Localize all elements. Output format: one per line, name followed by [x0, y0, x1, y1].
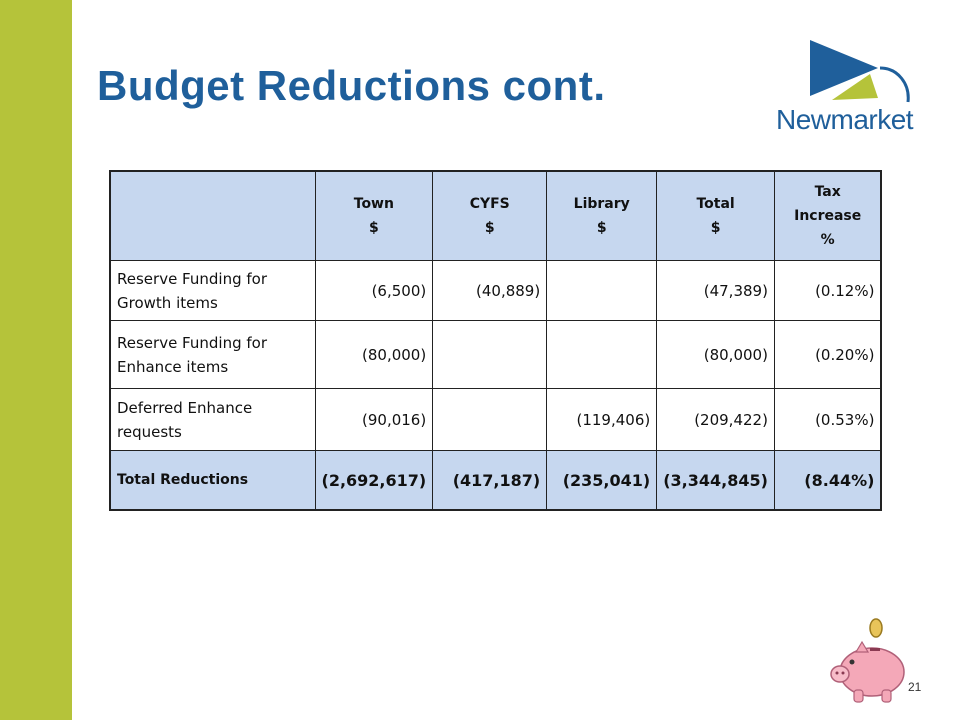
row-label-line: Reserve Funding for — [117, 333, 267, 352]
header-cyfs — [433, 171, 547, 261]
cell-town: (90,016) — [315, 389, 433, 451]
header-line: % — [820, 232, 835, 248]
row-label-line: Deferred Enhance — [117, 398, 253, 417]
header-line: CYFS — [469, 196, 510, 212]
cell-town: (80,000) — [315, 321, 433, 389]
header-line: Library — [573, 196, 630, 212]
header-line: $ — [484, 220, 495, 236]
cell-total: (80,000) — [657, 321, 775, 389]
row-label — [110, 261, 315, 321]
total-tax: (8.44%) — [774, 451, 881, 511]
header-line: $ — [596, 220, 607, 236]
budget-table — [109, 170, 882, 511]
table-row — [110, 321, 881, 389]
header-line: Total — [696, 196, 735, 212]
total-label: Total Reductions — [110, 451, 315, 511]
cell-tax: (0.53%) — [774, 389, 881, 451]
cell-total: (209,422) — [657, 389, 775, 451]
header-library — [547, 171, 657, 261]
table-total-row — [110, 451, 881, 511]
row-label — [110, 321, 315, 389]
cell-total: (47,389) — [657, 261, 775, 321]
header-total — [657, 171, 775, 261]
cell-tax: (0.20%) — [774, 321, 881, 389]
cell-cyfs — [433, 389, 547, 451]
total-library: (235,041) — [547, 451, 657, 511]
cell-tax: (0.12%) — [774, 261, 881, 321]
cell-library — [547, 321, 657, 389]
piggy-bank-icon — [826, 618, 910, 708]
row-label-line: Enhance items — [117, 357, 229, 376]
header-line: Town — [353, 196, 394, 212]
row-label-line: Growth items — [117, 293, 218, 312]
cell-library: (119,406) — [547, 389, 657, 451]
table-row — [110, 261, 881, 321]
row-label-line: Reserve Funding for — [117, 269, 267, 288]
cell-town: (6,500) — [315, 261, 433, 321]
logo-wordmark: Newmarket — [776, 104, 914, 135]
cell-cyfs: (40,889) — [433, 261, 547, 321]
left-accent-bar — [0, 0, 72, 720]
header-line: Increase — [794, 208, 862, 224]
row-label-line: requests — [117, 422, 182, 441]
table-row — [110, 389, 881, 451]
slide-title: Budget Reductions cont. — [97, 62, 606, 109]
cell-library — [547, 261, 657, 321]
header-line: $ — [368, 220, 379, 236]
row-label — [110, 389, 315, 451]
header-cell-empty — [110, 171, 315, 261]
cell-cyfs — [433, 321, 547, 389]
header-line: $ — [710, 220, 721, 236]
total-cyfs: (417,187) — [433, 451, 547, 511]
table-header-row — [110, 171, 881, 261]
page-number: 21 — [908, 680, 922, 694]
header-tax-increase — [774, 171, 881, 261]
total-total: (3,344,845) — [657, 451, 775, 511]
header-town — [315, 171, 433, 261]
total-town: (2,692,617) — [315, 451, 433, 511]
header-line: Tax — [814, 184, 841, 200]
